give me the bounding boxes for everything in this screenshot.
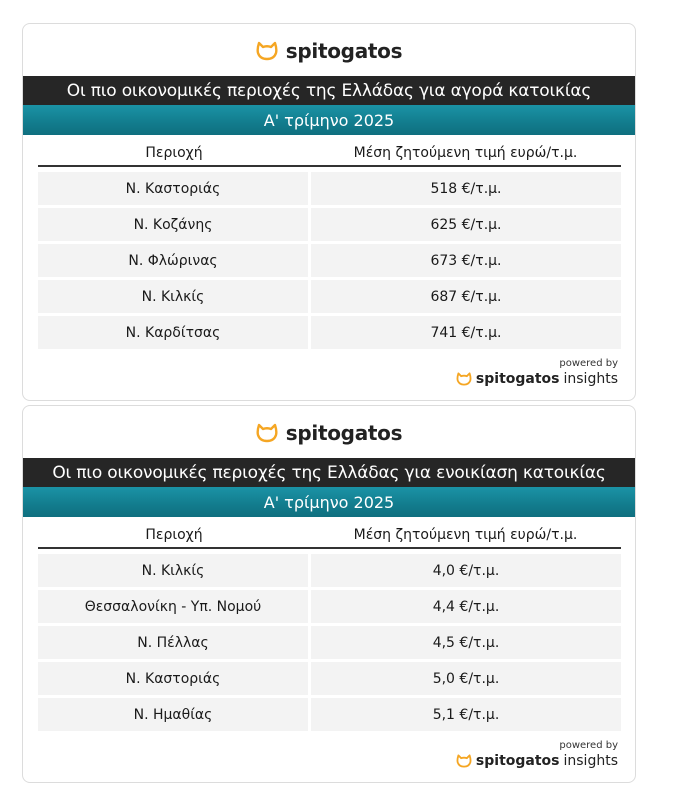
area-cell: Ν. Καρδίτσας <box>38 316 308 349</box>
area-cell: Ν. Πέλλας <box>38 626 308 659</box>
table-header <box>38 141 621 167</box>
cat-logo-icon <box>256 423 278 443</box>
table-row <box>38 626 621 659</box>
area-cell: Ν. Φλώρινας <box>38 244 308 277</box>
table-row <box>38 698 621 731</box>
powered-by-label: powered by <box>559 740 618 751</box>
column-header-area: Περιοχή <box>145 527 203 543</box>
cat-logo-icon <box>256 41 278 61</box>
price-cell: 687 €/τ.μ. <box>311 280 621 313</box>
price-cell: 518 €/τ.μ. <box>311 172 621 205</box>
price-cell: 5,1 €/τ.μ. <box>311 698 621 731</box>
price-cell: 673 €/τ.μ. <box>311 244 621 277</box>
brand-name: spitogatos <box>285 39 403 63</box>
buy-title: Οι πιο οικονομικές περιοχές της Ελλάδας για αγορά κατοικίας <box>23 76 635 105</box>
powered-by <box>456 740 618 769</box>
buy-period: Α' τρίμηνο 2025 <box>23 105 635 135</box>
insights-logo <box>456 371 618 387</box>
table-row <box>38 208 621 241</box>
area-cell: Ν. Κιλκίς <box>38 554 308 587</box>
area-cell: Ν. Κιλκίς <box>38 280 308 313</box>
rent-title: Οι πιο οικονομικές περιοχές της Ελλάδας για ενοικίαση κατοικίας <box>23 458 635 487</box>
rent-table <box>38 523 621 731</box>
brand-logo <box>23 406 635 458</box>
buy-card <box>22 23 636 401</box>
cat-logo-icon <box>456 372 472 386</box>
brand-logo <box>23 24 635 76</box>
table-row <box>38 244 621 277</box>
table-row <box>38 662 621 695</box>
table-row <box>38 590 621 623</box>
price-cell: 5,0 €/τ.μ. <box>311 662 621 695</box>
table-row <box>38 554 621 587</box>
insights-brand-name: spitogatos <box>475 753 560 769</box>
powered-by <box>456 358 618 387</box>
table-row <box>38 172 621 205</box>
column-header-area: Περιοχή <box>145 145 203 161</box>
rent-card <box>22 405 636 783</box>
table-header <box>38 523 621 549</box>
table-row <box>38 316 621 349</box>
powered-by-label: powered by <box>559 358 618 369</box>
column-header-price: Μέση ζητούμενη τιμή ευρώ/τ.μ. <box>353 145 578 161</box>
price-cell: 4,5 €/τ.μ. <box>311 626 621 659</box>
area-cell: Ν. Κοζάνης <box>38 208 308 241</box>
table-row <box>38 280 621 313</box>
price-cell: 4,0 €/τ.μ. <box>311 554 621 587</box>
area-cell: Θεσσαλονίκη - Υπ. Νομού <box>38 590 308 623</box>
insights-suffix: insights <box>563 753 618 769</box>
insights-brand-name: spitogatos <box>475 371 560 387</box>
price-cell: 625 €/τ.μ. <box>311 208 621 241</box>
price-cell: 741 €/τ.μ. <box>311 316 621 349</box>
area-cell: Ν. Ημαθίας <box>38 698 308 731</box>
insights-logo <box>456 753 618 769</box>
insights-suffix: insights <box>563 371 618 387</box>
brand-name: spitogatos <box>285 421 403 445</box>
rent-period: Α' τρίμηνο 2025 <box>23 487 635 517</box>
price-cell: 4,4 €/τ.μ. <box>311 590 621 623</box>
area-cell: Ν. Καστοριάς <box>38 662 308 695</box>
column-header-price: Μέση ζητούμενη τιμή ευρώ/τ.μ. <box>353 527 578 543</box>
buy-table <box>38 141 621 349</box>
cat-logo-icon <box>456 754 472 768</box>
area-cell: Ν. Καστοριάς <box>38 172 308 205</box>
